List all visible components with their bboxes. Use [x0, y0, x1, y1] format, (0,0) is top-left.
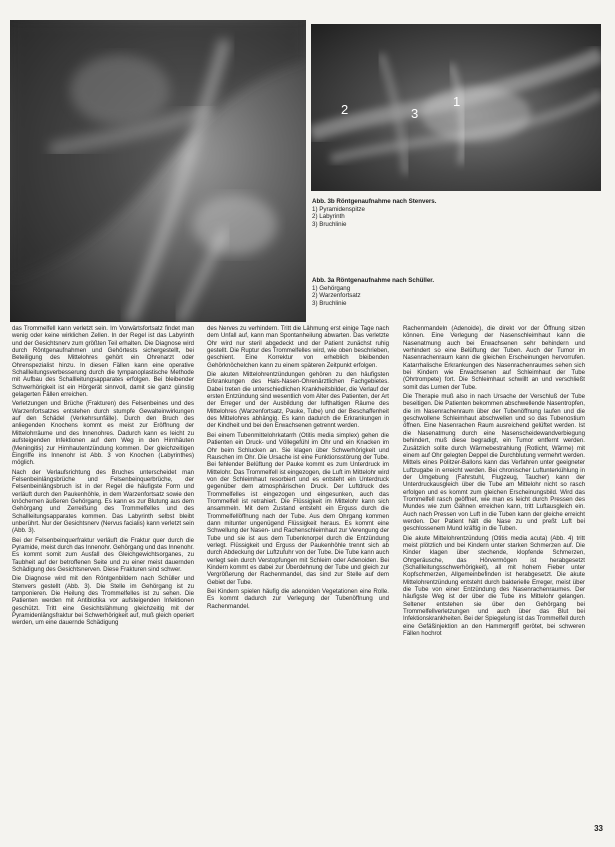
caption-title: Abb. 3b Röntgenaufnahme nach Stenvers.: [312, 198, 437, 205]
page-number: 33: [594, 824, 603, 833]
xray-left-image: [10, 20, 306, 322]
paragraph: Nach der Verlaufsrichtung des Bruches unterscheidet man Felsenbeinlängsbrüche und Felsenbeinquerbrüche, der Felsenbeinlängsbruch ist in der Regel die häufigste Form und verläuft durch den Paukenhöhle, in dem Warzenfortsatz sowie den knöchernen äußeren Gehörgang. Es kann es zur Blutung aus dem Gehörgang und Zerreißung des Trommelfelles und des Schallleitungsapparates kommen. Das Labyrinth selbst bleibt unberührt. Nur der Gesichtsnerv (Nervus facialis) kann verletzt sein (Abb. 3).: [12, 468, 194, 535]
paragraph: Bei der Felsenbeinquerfraktur verläuft die Fraktur quer durch die Pyramide, meist durch das Innenohr. Gehörgang und das Innenohr. Es kommt somit zum Ausfall des Gleichgewichtsorganes, zu Taubheit auf der betroffenen Seite und zu einer meist dauernden Schädigung des Gesichtsnerven. Diese Frakturen sind schwer.: [12, 536, 194, 573]
caption-line: 1) Gehörgang: [312, 284, 351, 292]
paragraph: das Trommelfell kann verletzt sein. Im Vorwärtsfortsatz findet man wenig oder keine wirklichen Zellen. In der Regel ist das Labyrinth und der Gesichtsnerv zum größten Teil erhalten. Die Diagnose wird durch Röntgenaufnahmen und Gehörtests sichergestellt, bei Beteiligung des Mittelohres gehört ein Ohrenarzt oder Ohrenspezialist hinzu. In diesen Fällen kann eine operative Schallleitungsverbesserung durch die tympanoplastische Methode mit Aufbau des Schallleitungsapparates erfolgen. Bei bleibender Schwerhörigkeit ist ein Hörgerät sinnvoll, damit sie ganz günstig gelagerten Fällen erreichen.: [12, 325, 194, 399]
caption-line: 2) Labyrinth: [312, 213, 345, 221]
text-column-right: [403, 325, 585, 639]
xray-marker-1: 1: [453, 94, 461, 109]
xray-left-graphic: [10, 20, 306, 322]
text-column-left: [12, 325, 194, 629]
paragraph: Die Therapie muß also in nach Ursache der Verschluß der Tube beseitigen. Die Patienten bekommen abschwellende Nasentropfen, die im Nasenrachenraum über der Tubenöffnung laufen und die geschwollene Schleimhaut abschwellen und so das Tubenostium öffnen. Eine Nasenrachen Raum ausreichend gelüftet werden. Ist die Nasenatmung durch eine Nasenscheidewandverbiegung behindert, muß diese begradigt, ein Tumor entfernt werden. Zusätzlich sollte durch Wärmebestrahlung (Rotlicht, Wärme) mit einem auf Ohr gelegten Deppel die Durchblutung vermehrt werden. Mittels eines Politzer-Ballons kann das Verfahren unter geeigneter Luftzugabe in erreicht werden. Bei chronischer Luftunterkühlung in der Umgebung (Fahrstuhl, Flugzeug, Taucher) kann der Unterdruckausgleich über die Tube am Mittelohr nicht so rasch erfolgen und es kommt zum gleichen Erscheinungsbild. Wird das Trommelfell rasch geöffnet, wie man es leicht durch Pressen des Mundes wie zum Gähnen erreichen kann, tritt Luftausgleich ein. Auch nach Pressen von Luft in die Tuben kann der gleiche erreicht werden. Der Patient hält die Nase zu und preßt Luft bei geschlossenem Mund kräftig in die Tuben.: [403, 393, 585, 533]
caption-line: 1) Pyramidenspitze: [312, 205, 365, 213]
figure-caption-3a: [312, 277, 434, 307]
caption-title: Abb. 3a Röntgenaufnahme nach Schüller.: [312, 277, 435, 284]
paragraph: des Nerves zu verhindern. Tritt die Lähmung erst einige Tage nach dem Unfall auf, kann man Spontanheilung abwarten. Das verletzte Ohr wird nur steril abgedeckt und der Patient zunächst ruhig gestellt. Die Ruptur des Trommelfelles wird, wie oben beschrieben, geschient. Eine Korrektur von erheblich bleibenden Gehörknöchelchen kann zu einem späteren Zeitpunkt erfolgen.: [207, 325, 389, 369]
paragraph: Rachenmandeln (Adenoide), die direkt vor der Öffnung sitzen können. Eine Verlegung der Nasenschleimhaut kann die Nasenatmung auch bei Erwachsenen sehr behindern und verhindert so eine Belüftung der Tuben. Auch der Tumor im Nasenrachenraum kann die gleichen Erscheinungen hervorrufen. Katarrhalische Erkrankungen des Nasenrachenraumes sehen sich bei Kindern wie Erwachsenen auf Schleimhaut der Tube (Ohrtrompete) fort. Die Schleimhaut schwillt an und verschließt somit das Lumen der Tube.: [403, 325, 585, 391]
paragraph: Die akuten Mittelohrentzündungen gehören zu den häufigsten Erkrankungen des Hals-Nasen-Ohrenärztlichen Fachgebietes. Dabei treten die unterschiedlichen Krankheitsbilder, die Verlauf der ersten Entzündung sind wesentlich vom Alter des Patienten, der Art der Erreger und der Ausbildung der lufthaltigen Räume des Mittelohres (Warzenfortsatz, Pauke, Tube) und der Beschaffenheit des Mittelohres abhängig. Es kann dadurch die Erkrankungen in der Kindheit und bei den Erwachsenen getrennt werden.: [207, 371, 389, 430]
figure-caption-3b: [312, 198, 436, 228]
caption-line: 2) Warzenfortsatz: [312, 292, 361, 300]
xray-marker-3: 3: [411, 106, 419, 121]
text-column-middle: [207, 325, 389, 612]
paragraph: Die Diagnose wird mit den Röntgenbildern nach Schüller und Stenvers gestellt (Abb. 3). Die Stelle im Gehörgang ist zu tamponieren. Die Heilung des Trommelfelles ist zu sehen. Die Patienten werden mit Antibiotika vor aufsteigenden Infektionen geschützt. Tritt eine Gesichtslähmung gleichzeitig mit der Pyramidenlängsfraktur bei Schwerhörigkeit auf, muß gleich operiert werden, um eine dauernde Schädigung: [12, 575, 194, 627]
paragraph: Die akute Mittelohrentzündung (Otitis media acuta) (Abb. 4) tritt meist plötzlich und bei Kindern unter starken Schmerzen auf. Die Kinder klagen über stechende, klopfende Schmerzen, Ohrgeräusche, das Hörvermögen ist herabgesetzt (Schallleitungsschwerhörigkeit), all mit hohem Fieber unter Kopfschmerzen, Allgemeinbefinden ist herabgesetzt. Die akute Mittelohrentzündung entsteht durch bakterielle Erreger, meist über die Tube von einer Entzündung des Nasenrachenraumes. Der häufigste Weg ist der über die Tube ins Mittelohr gelangen. Seltener entstehen sie über den Gehörgang bei Trommelfellverletzungen und auch über das Blut bei Infektionskrankheiten. Bei der Spiegelung ist das Trommelfell durch eine Gefäßinjektion an den Hammergriff gerötet, bei schweren Fällen hochrot: [403, 534, 585, 638]
paragraph: Bei einem Tubenmittelohrkatarrh (Otitis media simplex) gehen die Patienten ein Druck- und Völlegefühl im Ohr und ein Knacken im Ohr beim Schlucken an. Sie klagen über Schwerhörigkeit und Rauschen im Ohr. Die Ursache ist eine Funktionsstörung der Tube. Bei fehlender Belüftung der Pauke kommt es zum Unterdruck im Mittelohr. Das Trommelfell ist eingezogen, die Luft im Mittelohr wird von der Schleimhaut resorbiert und es entsteht ein Unterdruck gegenüber dem atmosphärischen Druck. Der Luftdruck des Trommelfelles ist eingezogen und eingesunken, auch das Trommelfell ist retrahiert. Die Flüssigkeit im Mittelohr kann sich ansammeln. Mit dem Zustand entsteht ein Erguss durch die Trommelfellöffnung nach der Tube. Aus dem Ohrgang kommen dann mitunter ungenügend Flüssigkeit heraus. Es kommt eine Schwellung der Nasen- und Rachenschleimhaut zur Verengung der Tube und sie ist aus dem Tubenknorpel durch die Entzündung verlegt. Flüssigkeit und Erguss der Paukenhöhle trennt sich ab durch Abdeckung der Luftzufuhr von der Tube. Die Tube kann auch verlegt sein durch Verstopfungen mit Schleim oder Adenoiden. Bei Kindern kommt es dabei zur Überdehnung der Tube und gleich zur Vergrößerung der Rachenmandel, das sind zur Stelle auf dem Gebiet der Tube.: [207, 431, 389, 586]
xray-right-image: [311, 24, 601, 191]
paragraph: Bei Kindern spielen häufig die adenoiden Vegetationen eine Rolle. Es kommt dadurch zur Verlegung der Tubenöffnung und Rachenmandel.: [207, 588, 389, 610]
caption-line: 3) Bruchlinie: [312, 220, 347, 228]
xray-marker-2: 2: [341, 102, 349, 117]
caption-line: 3) Bruchlinie: [312, 299, 347, 307]
paragraph: Verletzungen und Brüche (Frakturen) des Felsenbeines und des Warzenfortsatzes entstehen durch stumpfe Gewalteinwirkungen auf den Schädel (Verkehrsunfälle). Durch den Bruch des anliegenden Knochens kommt es meist zur Eröffnung der Mittelohrräume und des Innenohres. Dadurch kann es leicht zu aufsteigenden Infektionen auf dem Weg in den Hirnhäuten (Meningitis) zur Hirnhautentzündung kommen. Der gleichzeitigen Eingriffe ins Innenohr ist Abb. 3 von Knochen (Labyrinthes) möglich.: [12, 400, 194, 467]
